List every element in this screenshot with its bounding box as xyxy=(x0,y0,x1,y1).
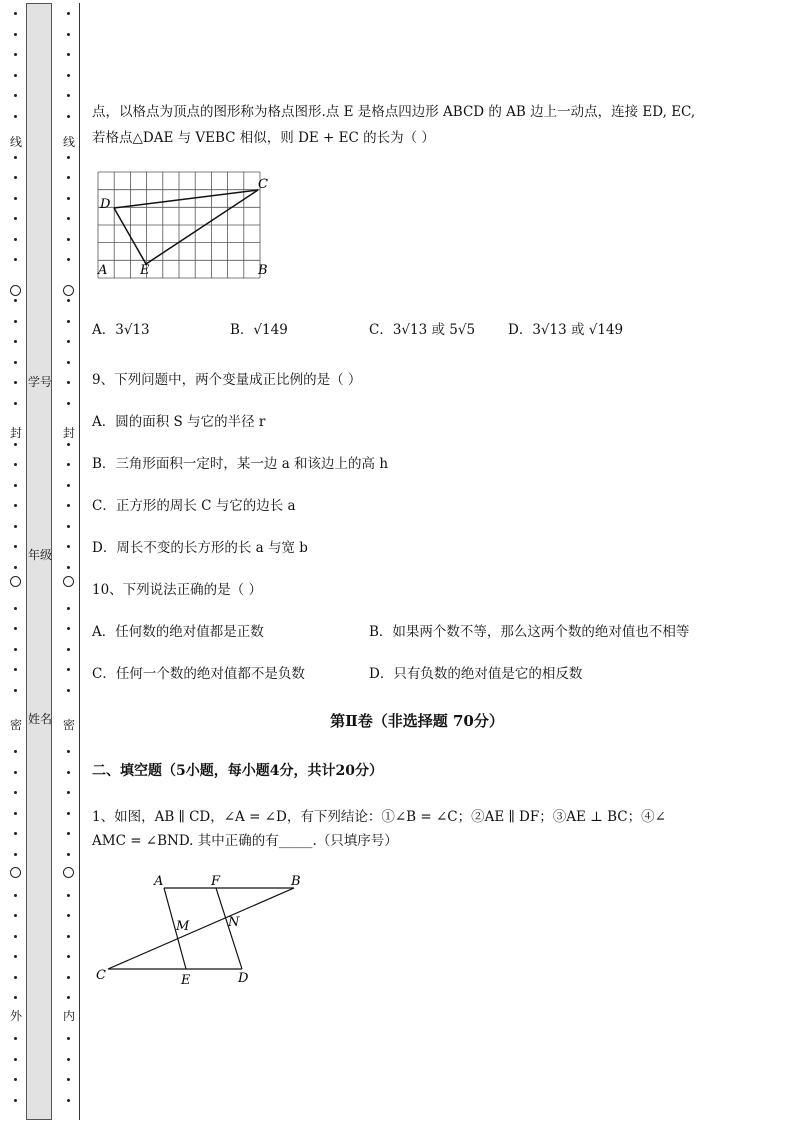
q9-option-a: A．圆的面积 S 与它的半径 r xyxy=(92,414,266,430)
cut-line-dot xyxy=(14,566,17,569)
fill1-label-F: F xyxy=(211,874,221,889)
cut-line-dot xyxy=(14,94,17,97)
part2-title: 第Ⅱ卷（非选择题 70分） xyxy=(330,712,504,730)
cut-line-dot xyxy=(67,115,70,118)
cut-line-dot xyxy=(14,340,17,343)
q10-option-d: D．只有负数的绝对值是它的相反数 xyxy=(369,666,583,682)
fill1-label-E: E xyxy=(181,973,191,988)
cut-line-dot xyxy=(14,750,17,753)
cut-line-dot xyxy=(14,156,17,159)
cut-line-dot xyxy=(14,1058,17,1061)
cut-line-dot xyxy=(14,812,17,815)
cut-line-dot xyxy=(14,607,17,610)
outer-cut-line xyxy=(9,0,23,1123)
student-info-gutter xyxy=(26,3,52,1120)
cut-line-dot xyxy=(67,607,70,610)
cut-line-dot xyxy=(67,689,70,692)
cut-line-dot xyxy=(14,299,17,302)
cut-line-dot xyxy=(67,12,70,15)
cut-line-dot xyxy=(14,894,17,897)
cut-line-dot xyxy=(14,217,17,220)
binding-margin xyxy=(0,0,82,1123)
fill1-label-A: A xyxy=(154,874,164,889)
cut-line-dot xyxy=(67,299,70,302)
cut-line-dot xyxy=(67,217,70,220)
cut-line-dot xyxy=(67,381,70,384)
q10-stem: 10、下列说法正确的是（ ） xyxy=(92,582,262,598)
q9-option-b: B．三角形面积一定时，某一边 a 和该边上的高 h xyxy=(92,456,389,472)
cut-line-dot xyxy=(14,1037,17,1040)
q8-stem-line1: 点，以格点为顶点的图形称为格点图形.点 E 是格点四边形 ABCD 的 AB 边上一动点，连接 ED, EC, xyxy=(92,104,696,120)
cut-line-circle xyxy=(63,285,74,296)
cut-line-dot xyxy=(67,996,70,999)
q8-option-b: B．√149 xyxy=(230,322,288,338)
field-grade: 年级 xyxy=(27,548,52,562)
cut-line-dot xyxy=(67,320,70,323)
cut-line-dot xyxy=(67,812,70,815)
cut-line-dot xyxy=(14,53,17,56)
cut-line-dot xyxy=(14,381,17,384)
cut-line-dot xyxy=(67,361,70,364)
cut-line-dot xyxy=(14,504,17,507)
cut-line-dot xyxy=(67,627,70,630)
cut-line-dot xyxy=(67,545,70,548)
cut-line-dot xyxy=(67,340,70,343)
cut-line-dot xyxy=(67,258,70,261)
cut-line-dot xyxy=(67,463,70,466)
fill1-label-M: M xyxy=(176,919,190,934)
cut-line-dot xyxy=(67,1058,70,1061)
cut-line-circle xyxy=(63,867,74,878)
cut-line-dot xyxy=(67,935,70,938)
cut-line-dot xyxy=(14,791,17,794)
cut-line-dot xyxy=(14,402,17,405)
cut-label-mi-inner: 密 xyxy=(62,718,75,732)
cut-label-feng: 封 xyxy=(9,426,22,440)
q9-stem: 9、下列问题中，两个变量成正比例的是（ ） xyxy=(92,372,362,388)
cut-label-feng-inner: 封 xyxy=(62,426,75,440)
cut-line-dot xyxy=(14,955,17,958)
fill1-stem-line1: 1、如图，AB ∥ CD，∠A = ∠D，有下列结论：①∠B = ∠C；②AE ∥ DF；③AE ⊥ BC；④∠ xyxy=(92,809,666,825)
cut-line-dot xyxy=(14,320,17,323)
fill1-stem-line2: AMC = ∠BND. 其中正确的有_____.（只填序号） xyxy=(92,833,398,849)
cut-line-dot xyxy=(67,402,70,405)
cut-line-dot xyxy=(14,33,17,36)
cut-label-xian: 线 xyxy=(9,135,22,149)
q9-option-c: C．正方形的周长 C 与它的边长 a xyxy=(92,498,296,514)
cut-line-dot xyxy=(14,935,17,938)
fill1-label-D: D xyxy=(238,971,249,986)
fill1-label-C: C xyxy=(96,968,106,983)
q8-option-c: C．3√13 或 5√5 xyxy=(369,322,476,338)
cut-line-dot xyxy=(67,771,70,774)
cut-line-dot xyxy=(14,545,17,548)
cut-line-dot xyxy=(67,197,70,200)
cut-line-dot xyxy=(67,750,70,753)
cut-line-dot xyxy=(67,525,70,528)
cut-line-dot xyxy=(67,832,70,835)
cut-line-dot xyxy=(67,791,70,794)
fill-section-heading: 二、填空题（5小题，每小题4分，共计20分） xyxy=(92,763,383,779)
cut-line-dot xyxy=(67,443,70,446)
cut-label-nei: 内 xyxy=(62,1009,75,1023)
cut-line-dot xyxy=(14,197,17,200)
q9-option-d: D．周长不变的长方形的长 a 与宽 b xyxy=(92,540,308,556)
cut-line-dot xyxy=(14,361,17,364)
cut-line-dot xyxy=(67,955,70,958)
cut-line-dot xyxy=(14,648,17,651)
cut-line-dot xyxy=(67,668,70,671)
cut-line-dot xyxy=(67,33,70,36)
field-name: 姓名 xyxy=(27,712,52,726)
cut-line-dot xyxy=(67,1037,70,1040)
fill1-label-N: N xyxy=(228,915,240,930)
q8-option-a: A．3√13 xyxy=(92,322,150,338)
cut-line-dot xyxy=(14,176,17,179)
cut-line-dot xyxy=(14,1099,17,1102)
cut-line-dot xyxy=(14,668,17,671)
cut-line-dot xyxy=(14,832,17,835)
cut-line-circle xyxy=(10,867,21,878)
cut-line-dot xyxy=(67,176,70,179)
q8-label-C: C xyxy=(258,177,268,192)
cut-label-xian-inner: 线 xyxy=(62,135,75,149)
cut-line-dot xyxy=(14,525,17,528)
cut-line-dot xyxy=(14,914,17,917)
cut-line-circle xyxy=(10,285,21,296)
cut-line-dot xyxy=(67,894,70,897)
cut-line-dot xyxy=(67,1078,70,1081)
cut-line-dot xyxy=(67,504,70,507)
cut-line-dot xyxy=(67,74,70,77)
cut-line-dot xyxy=(14,74,17,77)
q8-label-D: D xyxy=(100,197,111,212)
cut-line-dot xyxy=(67,566,70,569)
q8-option-d: D．3√13 或 √149 xyxy=(508,322,624,338)
cut-line-dot xyxy=(14,463,17,466)
cut-line-dot xyxy=(14,627,17,630)
cut-line-dot xyxy=(14,1078,17,1081)
cut-line-dot xyxy=(67,484,70,487)
q8-figure-lines xyxy=(114,190,258,264)
cut-line-dot xyxy=(14,115,17,118)
cut-line-circle xyxy=(10,576,21,587)
cut-line-dot xyxy=(67,94,70,97)
cut-line-dot xyxy=(67,914,70,917)
cut-line-dot xyxy=(14,443,17,446)
q8-grid-figure xyxy=(94,170,284,285)
margin-rule xyxy=(79,3,80,1120)
field-student-id: 学号 xyxy=(27,375,52,389)
q8-label-E: E xyxy=(140,263,150,278)
fill1-figure xyxy=(94,866,314,991)
cut-line-dot xyxy=(67,1099,70,1102)
cut-label-mi: 密 xyxy=(9,718,22,732)
cut-line-dot xyxy=(14,996,17,999)
cut-line-dot xyxy=(14,238,17,241)
cut-line-dot xyxy=(67,156,70,159)
q8-stem-line2: 若格点△DAE 与 VEBC 相似，则 DE + EC 的长为（ ） xyxy=(92,130,435,146)
cut-line-circle xyxy=(63,576,74,587)
cut-line-dot xyxy=(14,258,17,261)
cut-label-wai: 外 xyxy=(9,1009,22,1023)
q8-label-B: B xyxy=(258,263,268,278)
cut-line-dot xyxy=(67,976,70,979)
cut-line-dot xyxy=(67,853,70,856)
q10-option-a: A．任何数的绝对值都是正数 xyxy=(92,624,264,640)
fill1-label-B: B xyxy=(291,874,301,889)
cut-line-dot xyxy=(14,12,17,15)
cut-line-dot xyxy=(14,771,17,774)
cut-line-dot xyxy=(14,976,17,979)
q10-option-b: B．如果两个数不等，那么这两个数的绝对值也不相等 xyxy=(369,624,690,640)
cut-line-dot xyxy=(67,648,70,651)
q8-label-A: A xyxy=(98,263,108,278)
cut-line-dot xyxy=(67,238,70,241)
cut-line-dot xyxy=(67,53,70,56)
q10-option-c: C．任何一个数的绝对值都不是负数 xyxy=(92,666,305,682)
inner-cut-line xyxy=(62,0,76,1123)
cut-line-dot xyxy=(14,853,17,856)
cut-line-dot xyxy=(14,484,17,487)
cut-line-dot xyxy=(14,689,17,692)
